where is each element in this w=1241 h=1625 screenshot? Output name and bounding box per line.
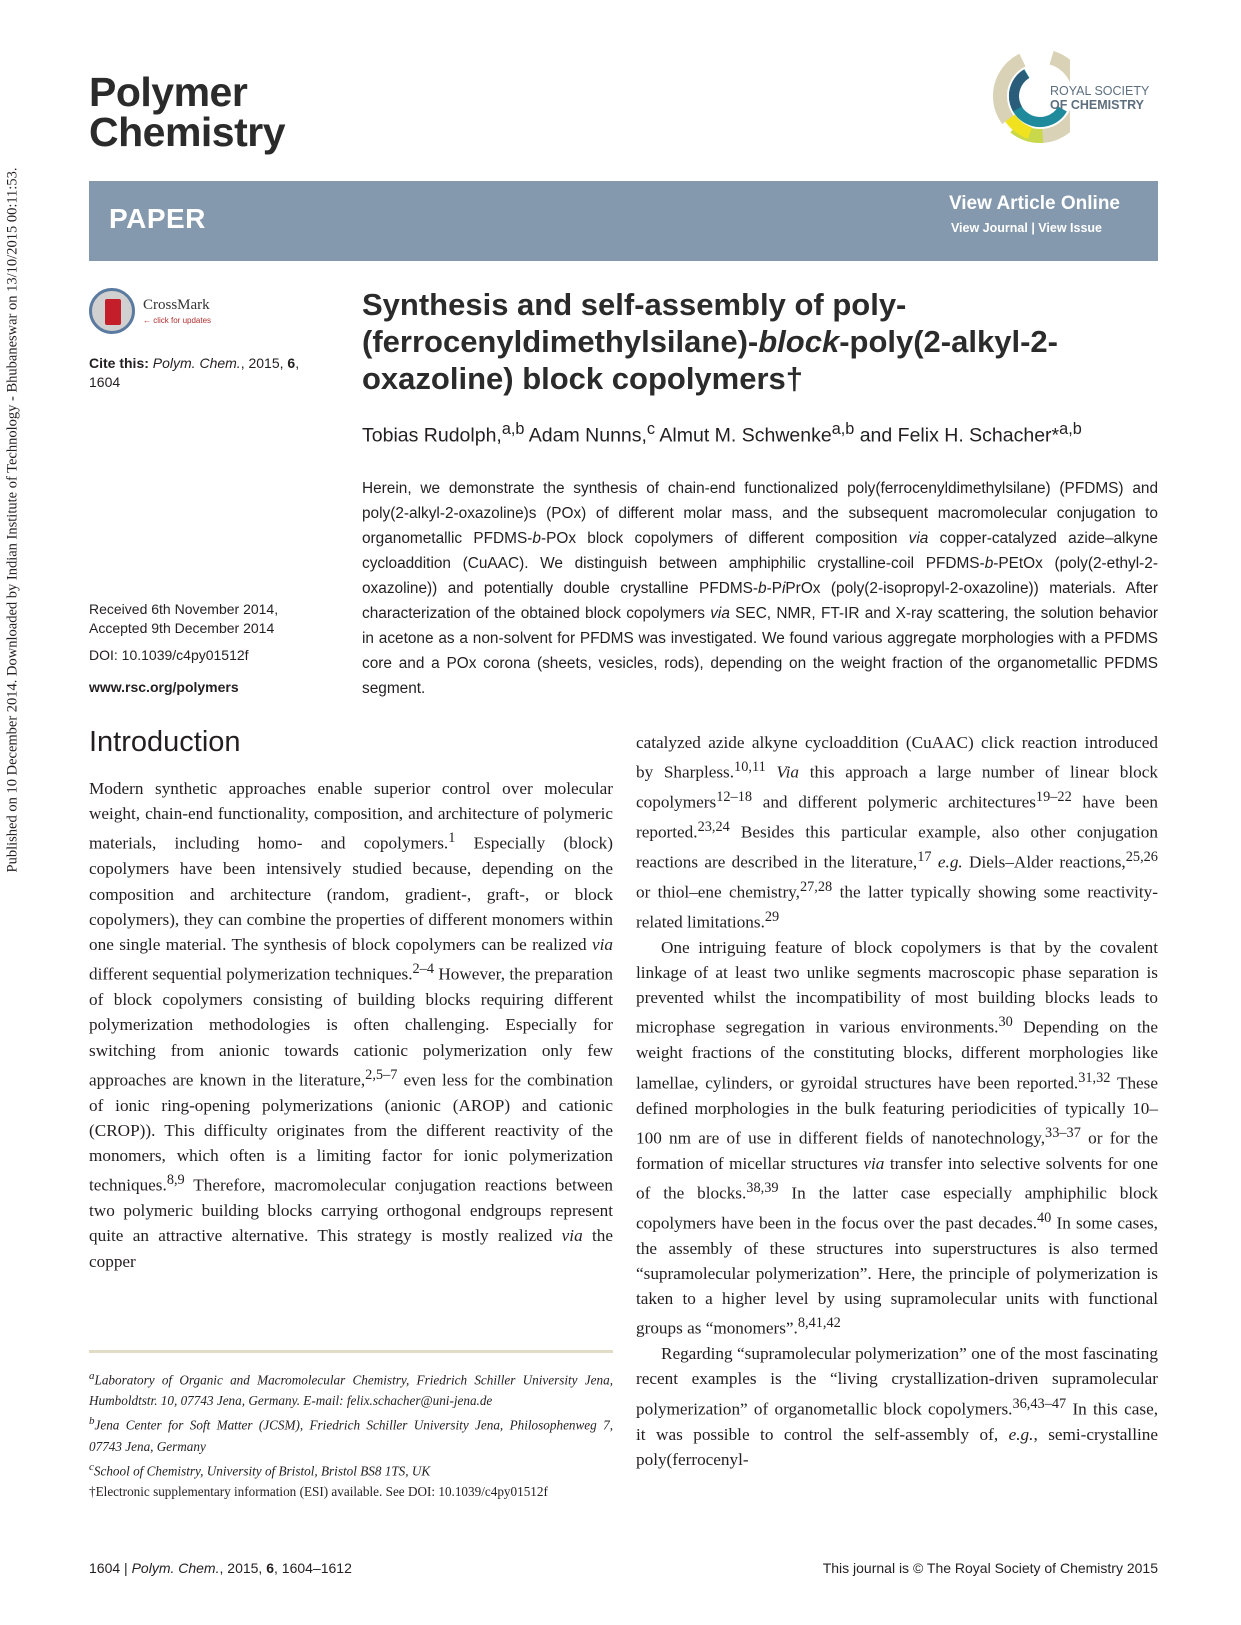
received-date: Received 6th November 2014, [89, 601, 279, 617]
page-number: 1604 [89, 1560, 121, 1576]
article-type-banner [89, 181, 1158, 261]
footnote-affiliation-b: $^b$Jena Center for Soft Matter (JCSM), Friedrich Schiller University Jena, Philosophenweg 7, 07743 Jena, Germany [89, 1415, 613, 1454]
view-article-online-link[interactable]: View Article Online [948, 193, 1120, 214]
crossmark-sub: ← click for updates [143, 316, 212, 325]
received-dates [89, 600, 319, 638]
author[interactable]: and Felix H. Schacher* [854, 424, 1060, 447]
rsc-logo[interactable] [990, 38, 1166, 156]
body-column-left: Modern synthetic approaches enable superior control over molecular weight, chain-end functionality, composition, and architecture of polymeric materials, including homo- and copolymers.$^1$ Especially (block) copolymers have been intensively studied because, depending on the composition and architecture (random, gradient-, graft-, or block copolymers), they can combine the properties of different monomers within one single material. The synthesis of block copolymers can be realized via different sequential polymerization techniques.$^{2-4}$ However, the preparation of block copolymers consisting of building blocks requiring different polymerization methodologies is often challenging. Especially for switching from anionic towards cationic polymerization only few approaches are known in the literature,$^{2,5-7}$ even less for the combination of ionic ring-opening polymerizations (anionic (AROP) and cationic (CROP)). This difficulty originates from the different reactivity of the monomers, which often is a limiting factor for ionic polymerization techniques.$^{8,9}$ Therefore, macromolecular conjugation reactions between two polymeric building blocks carrying orthogonal endgroups represent quite an attractive alternative. This strategy is mostly realized via the copper [89, 779, 614, 1271]
footnote-affiliation-a: $^a$Laboratory of Organic and Macromolecular Chemistry, Friedrich Schiller University Jena, Humboldtstr. 10, 07743 Jena, Germany. E-mail: felix.schacher@uni-jena.de [89, 1370, 613, 1409]
journal-url[interactable]: www.rsc.org/polymers [89, 679, 239, 695]
journal-name-line2: Chemistry [89, 109, 286, 155]
article-type-label: PAPER [109, 203, 206, 234]
crossmark-label: CrossMark [143, 297, 210, 313]
footnote-esi: †Electronic supplementary information (ESI) available. See DOI: 10.1039/c4py01512f [89, 1484, 548, 1500]
view-links [951, 221, 1102, 235]
footnote-affiliation-c: $^c$School of Chemistry, University of Bristol, Bristol BS8 1TS, UK [89, 1460, 431, 1479]
author[interactable]: Tobias Rudolph, [362, 424, 502, 447]
rsc-logo-text-1: ROYAL SOCIETY [1050, 84, 1150, 98]
section-heading: Introduction [89, 726, 241, 758]
download-stamp: Published on 10 December 2014. Downloaded by Indian Institute of Technology - Bhubaneswar on 13/10/2015 00:11:53. [4, 167, 20, 873]
footnotes [89, 1366, 613, 1502]
journal-name-line1: Polymer [89, 69, 248, 115]
paragraph: One intriguing feature of block copolymers is that by the covalent linkage of at least two unlike segments macroscopic phase separation is prevented whilst the incompatibility of most building blocks leads to microphase segregation in various environments.$^{30}$ Depending on the weight fractions of the constituting blocks, different morphologies like lamellae, cylinders, or gyroidal structures have been reported.$^{31,32}$ These defined morphologies in the bulk featuring periodicities of typically 10–100 nm are of use in different fields of nanotechnology,$^{33-37}$ or for the formation of micellar structures via transfer into selective solvents for one of the blocks.$^{38,39}$ In the latter case especially amphiphilic block copolymers have been in the focus over the past decades.$^{40}$ In some cases, the assembly of these structures into superstructures is also termed “supramolecular polymerization”. Here, the principle of polymerization is taken to a higher level by using supramolecular units with functional groups as “monomers”.$^{8,41,42}$ [636, 937, 1159, 1339]
crossmark-icon [89, 288, 135, 334]
footnote-divider [89, 1350, 613, 1353]
journal-name [89, 69, 286, 155]
body-column-right [636, 730, 1158, 1472]
view-issue-link[interactable]: View Issue [1038, 221, 1102, 235]
abstract: Herein, we demonstrate the synthesis of chain-end functionalized poly(ferrocenyldimethylsilane) (PFDMS) and poly(2-alkyl-2-oxazoline)s (POx) of different molar mass, and the subsequent macromolecular conjugation to organometallic PFDMS-b-POx block copolymers of different composition via copper-catalyzed azide–alkyne cycloaddition (CuAAC). We distinguish between amphiphilic crystalline-coil PFDMS-b-PEtOx (poly(2-ethyl-2-oxazoline)) and potentially double crystalline PFDMS-b-PiPrOx (poly(2-isopropyl-2-oxazoline)) materials. After characterization of the obtained block copolymers via SEC, NMR, FT-IR and X-ray scattering, the solution behavior in acetone as a non-solvent for PFDMS was investigated. We found various aggregate morphologies with a PFDMS core and a POx corona (sheets, vesicles, rods), depending on the weight fraction of the organometallic PFDMS segment. [362, 480, 1159, 697]
rsc-logo-text-2: OF CHEMISTRY [1050, 98, 1144, 112]
crossmark-badge[interactable] [89, 288, 229, 338]
doi[interactable]: DOI: 10.1039/c4py01512f [89, 647, 249, 663]
view-journal-link[interactable]: View Journal [950, 221, 1028, 235]
page-footer-left: 1604 | Polym. Chem., 2015, 6, 1604–1612 [89, 1560, 352, 1576]
article-title: Synthesis and self-assembly of poly-(ferrocenyldimethylsilane)-block-poly(2-alkyl-2-oxazoline) block copolymers† [362, 287, 1058, 396]
paragraph: Regarding “supramolecular polymerization” one of the most fascinating recent examples is the “living crystallization-driven supramolecular polymerization” of organometallic block copolymers.$^{36,43-47}$ In this case, it was possible to control the self-assembly of, e.g., semi-crystalline poly(ferrocenyl- [636, 1344, 1158, 1469]
author[interactable]: Almut M. Schwenke [655, 424, 832, 447]
author-list: Tobias Rudolph,$^{a,b}$ Adam Nunns,$^c$ Almut M. Schwenke$^{a,b}$ and Felix H. Schacher*$^{a,b}$ [362, 420, 1082, 447]
accepted-date: Accepted 9th December 2014 [89, 620, 275, 636]
citation-info: Cite this: Polym. Chem., 2015, 6, 1604 [89, 355, 300, 390]
author[interactable]: Adam Nunns, [524, 424, 647, 447]
link-separator: | [1031, 221, 1035, 235]
paragraph: catalyzed azide alkyne cycloaddition (CuAAC) click reaction introduced by Sharpless.$^{10,11}$ Via this approach a large number of linear block copolymers$^{12-18}$ and different polymeric architectures$^{19-22}$ have been reported.$^{23,24}$ Besides this particular example, also other conjugation reactions are described in the literature,$^{17}$ e.g. Diels–Alder reactions,$^{25,26}$ or thiol–ene chemistry,$^{27,28}$ the latter typically showing some reactivity-related limitations.$^{29}$ [636, 733, 1158, 932]
copyright-notice: This journal is © The Royal Society of Chemistry 2015 [822, 1560, 1158, 1576]
